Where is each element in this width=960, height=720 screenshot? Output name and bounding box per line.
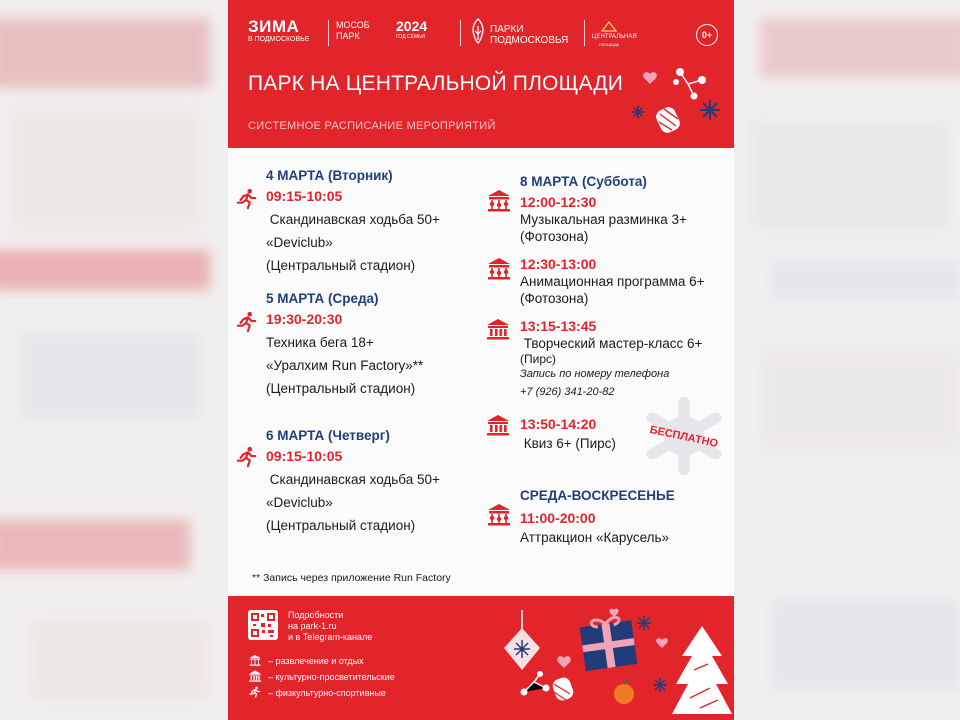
event-time: 12:00-12:30	[520, 194, 597, 210]
age-rating-badge: 0+	[696, 24, 718, 46]
event-title: Музыкальная разминка 3+	[520, 212, 687, 227]
event-time: 19:30-20:30	[266, 311, 343, 327]
event-title: Техника бега 18+	[266, 335, 374, 350]
free-badge-snowflake	[640, 396, 728, 476]
runner-icon	[236, 311, 258, 333]
parks-emblem-icon	[470, 18, 486, 44]
event-card	[520, 256, 705, 306]
day-card-march-5	[266, 291, 423, 396]
event-title: Скандинавская ходьба 50+	[266, 212, 440, 227]
central-square-logo: ЦЕНТРАЛЬНАЯ ПЛОЩАДЬ	[592, 20, 626, 49]
event-location: (Центральный стадион)	[266, 258, 416, 273]
carousel-icon	[486, 256, 512, 280]
legend-culture: – культурно-просветительские	[248, 670, 395, 682]
poster-footer	[228, 596, 734, 720]
central-square-emblem-icon	[601, 20, 617, 32]
poster-subtitle: СИСТЕМНОЕ РАСПИСАНИЕ МЕРОПРИЯТИЙ	[248, 120, 496, 132]
museum-icon	[486, 318, 510, 340]
day-title: 6 МАРТА (Четверг)	[266, 428, 390, 443]
logo-divider	[460, 20, 461, 46]
registration-note: Запись по номеру телефона	[520, 368, 670, 380]
logo-divider	[328, 20, 329, 46]
event-card	[520, 318, 702, 398]
event-poster	[228, 0, 734, 720]
carousel-icon	[486, 188, 512, 212]
footnote: ** Запись через приложение Run Factory	[252, 572, 451, 584]
museum-icon	[248, 670, 262, 682]
event-title: Квиз 6+ (Пирс)	[520, 436, 616, 451]
parks-podmoskovya-logo: ПАРКИ ПОДМОСКОВЬЯ	[490, 24, 569, 46]
carousel-icon	[248, 654, 262, 666]
event-time: 13:15-13:45	[520, 318, 597, 334]
qr-code[interactable]	[248, 610, 278, 640]
footer-info: Подробности на park-1.ru и в Telegram-канале	[288, 610, 373, 642]
logo-divider	[584, 20, 585, 46]
blurred-backdrop-left	[0, 0, 230, 720]
day-title-march-8: 8 МАРТА (Суббота)	[520, 174, 647, 189]
day-card-march-6	[266, 428, 440, 533]
event-title: Анимационная программа 6+	[520, 274, 705, 289]
day-title-weekdays: СРЕДА-ВОСКРЕСЕНЬЕ	[520, 488, 675, 503]
phone-number: +7 (926) 341-20-82	[520, 386, 615, 398]
event-time: 13:50-14:20	[520, 416, 597, 432]
event-organizer: «Уралхим Run Factory»**	[266, 358, 424, 373]
poster-header	[228, 0, 734, 148]
day-card-march-4	[266, 168, 440, 273]
museum-icon	[486, 414, 510, 436]
carousel-icon	[486, 502, 512, 526]
event-location: (Центральный стадион)	[266, 381, 416, 396]
event-title: Аттракцион «Карусель»	[520, 530, 670, 545]
event-card	[520, 194, 687, 244]
year-of-family-logo: 2024 ГОД СЕМЬИ	[396, 18, 428, 40]
poster-title: ПАРК НА ЦЕНТРАЛЬНОЙ ПЛОЩАДИ	[248, 72, 624, 95]
winter-decoration	[628, 62, 734, 148]
event-time: 09:15-10:05	[266, 188, 343, 204]
event-location: (Пирс)	[520, 352, 556, 366]
footer-winter-decoration	[494, 596, 734, 720]
event-location: (Фотозона)	[520, 291, 589, 306]
blurred-backdrop-right	[730, 0, 960, 720]
event-time: 09:15-10:05	[266, 448, 343, 464]
event-organizer: «Deviclub»	[266, 235, 333, 250]
mosobpark-logo: МОСОБ ПАРК	[336, 20, 370, 41]
event-title: Творческий мастер-класс 6+	[520, 336, 703, 351]
event-time: 12:30-13:00	[520, 256, 597, 272]
event-title: Скандинавская ходьба 50+	[266, 472, 440, 487]
free-badge-label: БЕСПЛАТНО	[648, 423, 719, 451]
legend-entertainment: – развлечение и отдых	[248, 654, 364, 666]
website-link[interactable]: на park-1.ru	[288, 621, 337, 631]
event-location: (Центральный стадион)	[266, 518, 416, 533]
runner-icon	[248, 686, 262, 698]
runner-icon	[236, 188, 258, 210]
event-organizer: «Deviclub»	[266, 495, 333, 510]
event-card	[520, 416, 616, 451]
day-title: 4 МАРТА (Вторник)	[266, 168, 393, 183]
zima-logo: ЗИМА В ПОДМОСКОВЬЕ	[248, 17, 310, 43]
schedule-body	[228, 148, 734, 596]
legend-sport: – физкультурно-спортивные	[248, 686, 386, 698]
runner-icon	[236, 446, 258, 468]
day-title: 5 МАРТА (Среда)	[266, 291, 379, 306]
event-location: (Фотозона)	[520, 229, 589, 244]
event-time: 11:00-20:00	[520, 510, 596, 526]
partner-logos	[248, 18, 718, 50]
event-card	[520, 510, 669, 545]
